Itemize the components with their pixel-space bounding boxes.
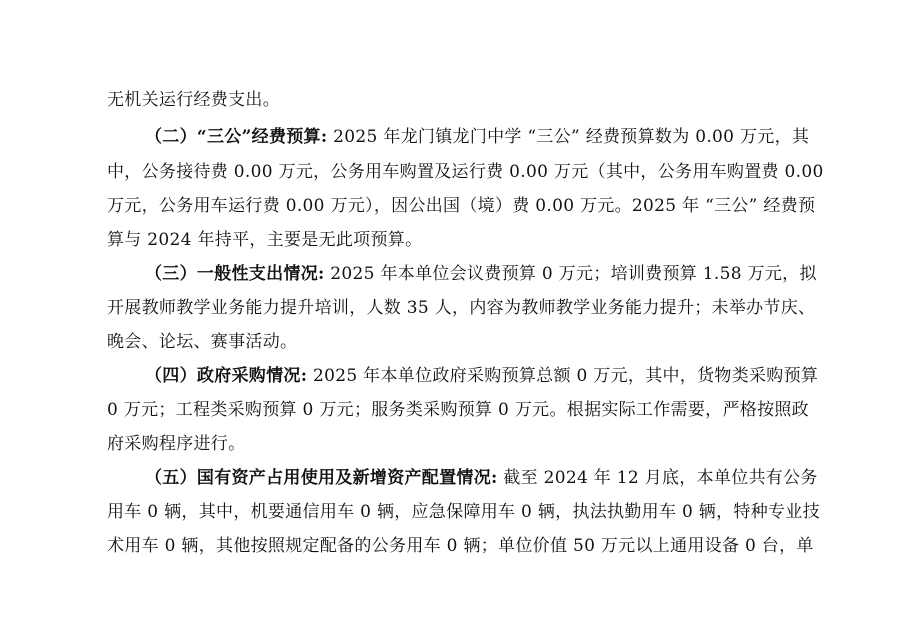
paragraph-text: 算与 2024 年持平，主要是无此项预算。 (107, 230, 423, 250)
paragraph-1-line-1 (107, 90, 797, 110)
paragraph-text: 0 万元；工程类采购预算 0 万元；服务类采购预算 0 万元。根据实际工作需要，严格按照政 (107, 400, 809, 420)
section-heading-san-gong: （二）“三公”经费预算: (145, 127, 328, 147)
paragraph-text: 开展教师教学业务能力提升培训，人数 35 人，内容为教师教学业务能力提升；未举办节庆、 (107, 298, 816, 318)
paragraph-text: 万元，公务用车运行费 0.00 万元），因公出国（境）费 0.00 万元。2025 年 “三公” 经费预 (107, 196, 816, 216)
paragraph-2-line-3 (107, 196, 816, 216)
paragraph-5-line-3 (107, 536, 814, 556)
paragraph-text: 2025 年本单位会议费预算 0 万元；培训费预算 1.58 万元，拟 (330, 264, 817, 284)
paragraph-3-line-1 (145, 264, 817, 284)
paragraph-3-line-3 (107, 332, 797, 352)
paragraph-text: 晚会、论坛、赛事活动。 (107, 332, 298, 352)
section-heading-procurement: （四）政府采购情况: (145, 366, 308, 386)
paragraph-4-line-1 (145, 366, 819, 386)
paragraph-text: 2025 年本单位政府采购预算总额 0 万元，其中，货物类采购预算 (313, 366, 819, 386)
paragraph-4-line-3 (107, 434, 797, 454)
paragraph-5-line-2 (107, 502, 820, 522)
paragraph-text: 术用车 0 辆，其他按照规定配备的公务用车 0 辆；单位价值 50 万元以上通用设备 0 台，单 (107, 536, 814, 556)
section-heading-general-expenditure: （三）一般性支出情况: (145, 264, 325, 284)
paragraph-3-line-2 (107, 298, 816, 318)
paragraph-text: 2025 年龙门镇龙门中学 “三公” 经费预算数为 0.00 万元，其 (333, 127, 810, 147)
paragraph-text: 中，公务接待费 0.00 万元，公务用车购置及运行费 0.00 万元（其中，公务用车购置费 0.00 (107, 162, 824, 182)
paragraph-text: 截至 2024 年 12 月底，本单位共有公务 (503, 468, 818, 488)
section-heading-state-assets: （五）国有资产占用使用及新增资产配置情况: (145, 468, 498, 488)
paragraph-2-line-4 (107, 230, 797, 250)
paragraph-text: 府采购程序进行。 (107, 434, 246, 454)
paragraph-1-text: 无机关运行经费支出。 (107, 90, 280, 110)
paragraph-2-line-1 (145, 127, 810, 147)
paragraph-5-line-1 (145, 468, 818, 488)
paragraph-text: 用车 0 辆，其中，机要通信用车 0 辆，应急保障用车 0 辆，执法执勤用车 0 辆，特种专业技 (107, 502, 820, 522)
paragraph-4-line-2 (107, 400, 809, 420)
paragraph-2-line-2 (107, 162, 824, 182)
